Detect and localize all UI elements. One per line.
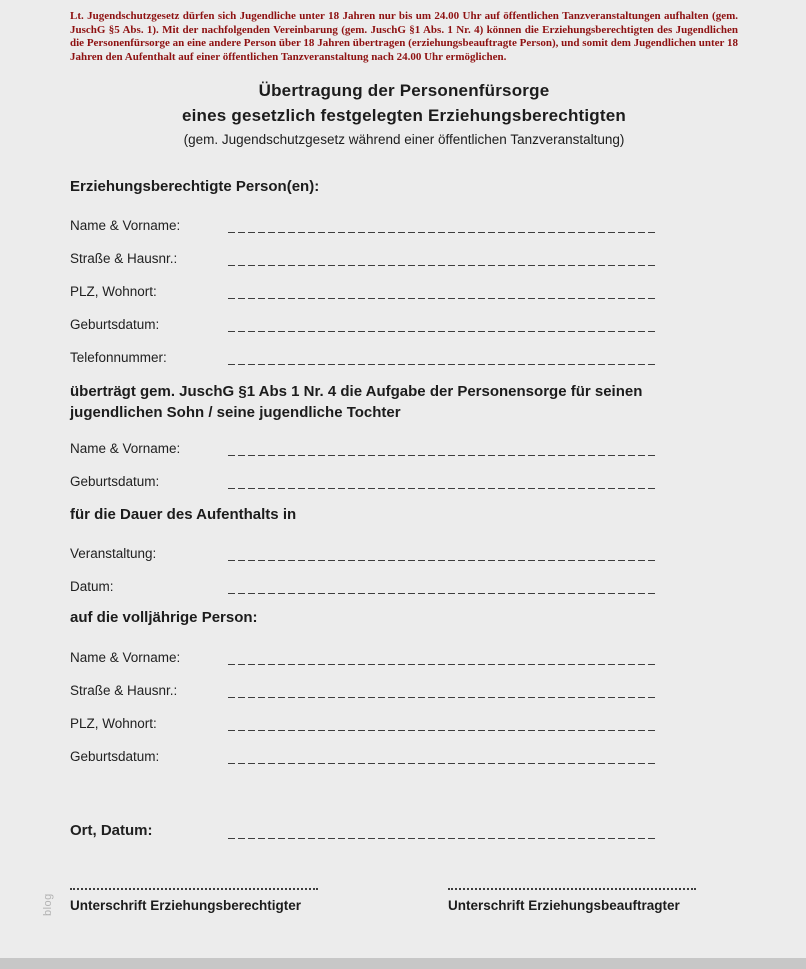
field-line-place-date xyxy=(228,820,656,841)
field-row-place-date xyxy=(70,820,738,841)
field-line-guardian-city xyxy=(228,282,656,301)
field-line-adult-street xyxy=(228,681,656,700)
field-row-guardian-city xyxy=(70,282,738,301)
guardian-section-heading: Erziehungsberechtigte Person(en): xyxy=(70,178,320,195)
field-row-guardian-phone xyxy=(70,348,738,367)
field-row-guardian-birthdate xyxy=(70,315,738,334)
field-line-guardian-name xyxy=(228,216,656,235)
signature-caption-appointee: Unterschrift Erziehungsbeauftragter xyxy=(448,898,680,913)
field-row-event-date xyxy=(70,577,738,596)
field-row-minor-birthdate xyxy=(70,472,738,491)
intro-paragraph: Lt. Jugendschutzgesetz dürfen sich Jugendliche unter 18 Jahren nur bis um 24.00 Uhr auf öffentlichen Tanzveranstaltungen aufhalten (gem. JuschG §5 Abs. 1). Mit der nachfolgenden Vereinbarung (gem. JuschG §1 Abs. 1 Nr. 4) können die Erziehungsberechtigten des Jugendlichen die Personenfürsorge an eine andere Person über 18 Jahren übertragen (erziehungsbeauftragte Person), und somit dem Jugendlichen unter 18 Jahren den Aufenthalt auf einer öffentlichen Tanzveranstaltung nach 24.00 Uhr ermöglichen. xyxy=(70,10,738,63)
signature-caption-guardian: Unterschrift Erziehungsberechtigter xyxy=(70,898,302,913)
field-line-minor-name xyxy=(228,439,656,458)
adult-section-heading: auf die volljährige Person: xyxy=(70,609,258,626)
signature-line-appointee xyxy=(448,885,696,890)
duration-section-heading: für die Dauer des Aufenthalts in xyxy=(70,506,297,523)
field-line-adult-birthdate xyxy=(228,747,656,766)
signature-area xyxy=(70,885,738,914)
field-row-guardian-name xyxy=(70,216,738,235)
signature-block-guardian xyxy=(70,885,318,914)
field-row-adult-street xyxy=(70,681,738,700)
minor-fields xyxy=(70,439,738,491)
signature-block-appointee xyxy=(448,885,696,914)
field-line-adult-name xyxy=(228,648,656,667)
field-label-minor-birthdate: Geburtsdatum: xyxy=(70,474,160,489)
title-line-3: (gem. Jugendschutzgesetz während einer öffentlichen Tanzveranstaltung) xyxy=(183,132,625,147)
field-row-event xyxy=(70,544,738,563)
guardian-fields xyxy=(70,216,738,367)
field-label-event: Veranstaltung: xyxy=(70,546,157,561)
field-line-event-date xyxy=(228,577,656,596)
field-line-adult-city xyxy=(228,714,656,733)
field-row-adult-city xyxy=(70,714,738,733)
field-row-adult-birthdate xyxy=(70,747,738,766)
signature-line-guardian xyxy=(70,885,318,890)
page-bottom-edge xyxy=(0,958,806,969)
field-label-adult-birthdate: Geburtsdatum: xyxy=(70,749,160,764)
field-label-guardian-phone: Telefonnummer: xyxy=(70,350,167,365)
title-line-2: eines gesetzlich festgelegten Erziehungsberechtigten xyxy=(181,106,626,125)
document-title xyxy=(70,78,738,151)
field-line-guardian-phone xyxy=(228,348,656,367)
field-label-adult-street: Straße & Hausnr.: xyxy=(70,683,178,698)
field-row-adult-name xyxy=(70,648,738,667)
field-label-minor-name: Name & Vorname: xyxy=(70,441,181,456)
transfer-statement: überträgt gem. JuschG §1 Abs 1 Nr. 4 die Aufgabe der Personensorge für seinen jugendlichen Sohn / seine jugendliche Tochter xyxy=(70,383,643,421)
duration-fields xyxy=(70,544,738,596)
title-line-1: Übertragung der Personenfürsorge xyxy=(258,81,550,100)
watermark: blog xyxy=(42,893,54,916)
field-label-guardian-birthdate: Geburtsdatum: xyxy=(70,317,160,332)
field-line-guardian-street xyxy=(228,249,656,268)
field-label-guardian-street: Straße & Hausnr.: xyxy=(70,251,178,266)
field-label-adult-name: Name & Vorname: xyxy=(70,650,181,665)
field-label-guardian-city: PLZ, Wohnort: xyxy=(70,284,157,299)
field-line-minor-birthdate xyxy=(228,472,656,491)
field-line-guardian-birthdate xyxy=(228,315,656,334)
field-line-event xyxy=(228,544,656,563)
adult-fields xyxy=(70,648,738,766)
field-label-place-date: Ort, Datum: xyxy=(70,822,153,839)
field-label-event-date: Datum: xyxy=(70,579,114,594)
field-row-guardian-street xyxy=(70,249,738,268)
field-row-minor-name xyxy=(70,439,738,458)
field-label-adult-city: PLZ, Wohnort: xyxy=(70,716,157,731)
field-label-guardian-name: Name & Vorname: xyxy=(70,218,181,233)
